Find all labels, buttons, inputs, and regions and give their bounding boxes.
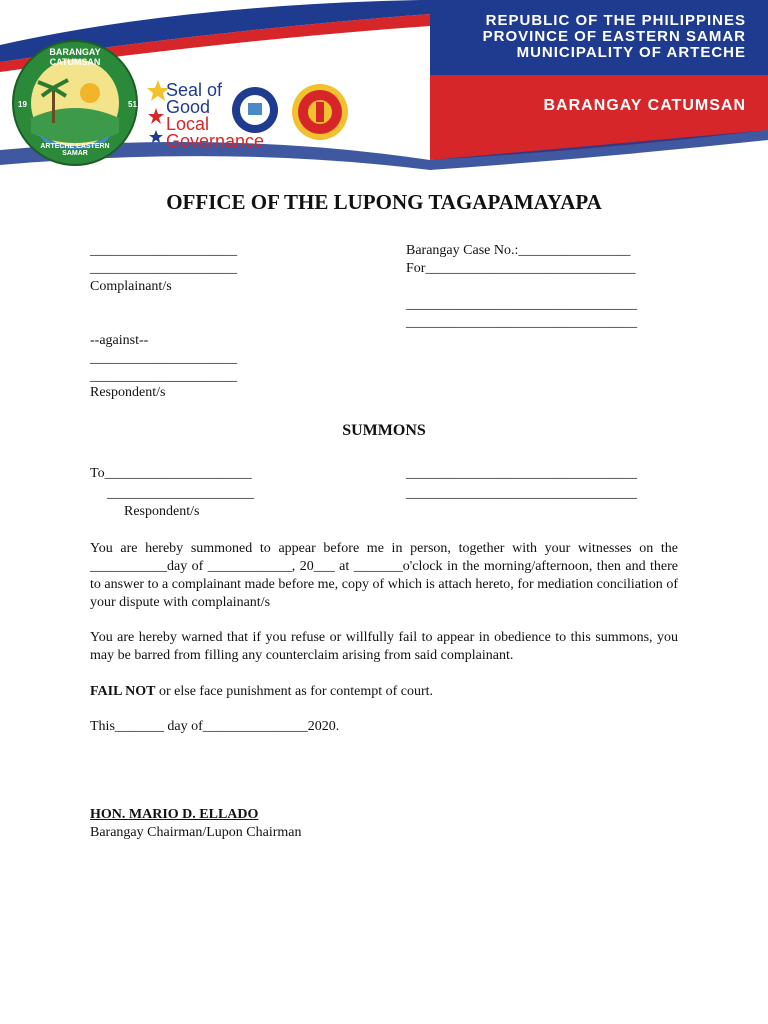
municipal-seal-icon: [230, 85, 280, 135]
complainant-blank-1: _____________________: [90, 243, 237, 258]
fail-not-paragraph: [90, 683, 678, 701]
header-line-3: MUNICIPALITY OF ARTECHE: [516, 44, 746, 61]
to-right-blank-2: _________________________________: [406, 486, 637, 501]
summons-paragraph-2: You are hereby warned that if you refuse or willfully fail to appear in obedience to this summons, you may be barred from filling any counterclaim arising from said complainant.: [90, 630, 678, 663]
summons-paragraph-1: You are hereby summoned to appear before me in person, together with your witnesses on the ___________day of ____________, 20___ at _______o'clock in the morning/afternoon, then and there to answer to a complainant made before me, copy of which is attach hereto, for mediation conciliation of your dispute with complainant/s: [90, 541, 678, 610]
barangay-banner: BARANGAY CATUMSAN: [543, 97, 746, 114]
to-respondent-label: Respondent/s: [124, 504, 200, 519]
document-title: OFFICE OF THE LUPONG TAGAPAMAYAPA: [166, 190, 602, 214]
fail-not-bold: FAIL NOT: [90, 684, 156, 699]
logo-year-left: 19: [18, 100, 27, 109]
header-line-2: PROVINCE OF EASTERN SAMAR: [482, 28, 746, 45]
right-blank-2: _________________________________: [406, 315, 637, 330]
seal-word: Good: [166, 97, 211, 117]
complainant-label: Complainant/s: [90, 279, 172, 294]
for-field: For______________________________: [406, 261, 636, 276]
respondent-label: Respondent/s: [90, 385, 166, 400]
right-blank-1: _________________________________: [406, 297, 637, 312]
to-right-blank-1: _________________________________: [406, 466, 637, 481]
respondent-blank-2: _____________________: [90, 369, 237, 384]
to-field: To_____________________: [90, 466, 252, 481]
respondent-blank-1: _____________________: [90, 351, 237, 366]
signatory-title: Barangay Chairman/Lupon Chairman: [90, 825, 302, 840]
seal-word: Governance: [166, 131, 265, 151]
logo-top-text: BARANGAY CATUMSAN: [49, 47, 101, 67]
case-number-field: Barangay Case No.:________________: [406, 243, 631, 258]
against-label: --against--: [90, 333, 149, 348]
header-line-1: REPUBLIC OF THE PHILIPPINES: [485, 12, 746, 29]
logo-bottom-text: ARTECHE EASTERN SAMAR: [40, 143, 110, 157]
dilg-seal-icon: [290, 82, 350, 142]
letterhead: [0, 0, 768, 175]
summons-heading: SUMMONS: [342, 422, 426, 439]
fail-not-rest: or else face punishment as for contempt of court.: [155, 684, 434, 699]
to-blank: _____________________: [107, 486, 254, 501]
date-line: This_______ day of_______________2020.: [90, 719, 340, 734]
seal-word: Seal of: [166, 80, 223, 100]
seal-word: Local: [166, 114, 210, 134]
signatory-name: HON. MARIO D. ELLADO: [90, 807, 259, 822]
logo-year-right: 51: [128, 100, 137, 109]
complainant-blank-2: _____________________: [90, 261, 237, 276]
